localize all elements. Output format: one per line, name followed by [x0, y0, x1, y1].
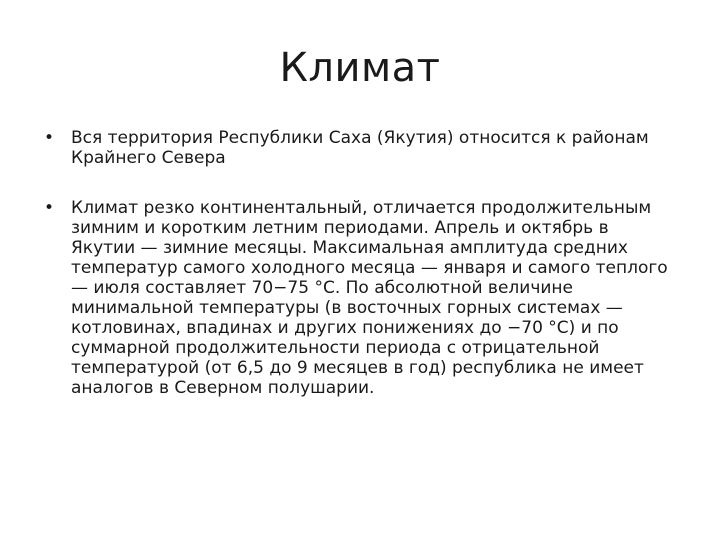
bullet-item-1	[44, 128, 674, 168]
bullet-text: Климат резко континентальный, отличается продолжительным зимним и коротким летним периодами. Апрель и октябрь в Якутии — зимние месяцы. Максимальная амплитуда средних температур самого холодного месяца — января и самого теплого — июля составляет 70−75 °С. По абсолютной величине минимальной температуры (в восточных горных системах — котловинах, впадинах и других понижениях до −70 °С) и по суммарной продолжительности периода с отрицательной температурой (от 6,5 до 9 месяцев в год) республика не имеет аналогов в Северном полушарии.	[71, 198, 668, 398]
bullet-text: Вся территория Республики Саха (Якутия) относится к районам Крайнего Севера	[71, 128, 649, 168]
bullet-marker-icon: •	[44, 128, 55, 148]
bullet-marker-icon: •	[44, 198, 55, 218]
bullet-item-2	[44, 198, 674, 398]
bullet-list	[44, 128, 674, 428]
slide-title: Климат	[279, 45, 441, 91]
